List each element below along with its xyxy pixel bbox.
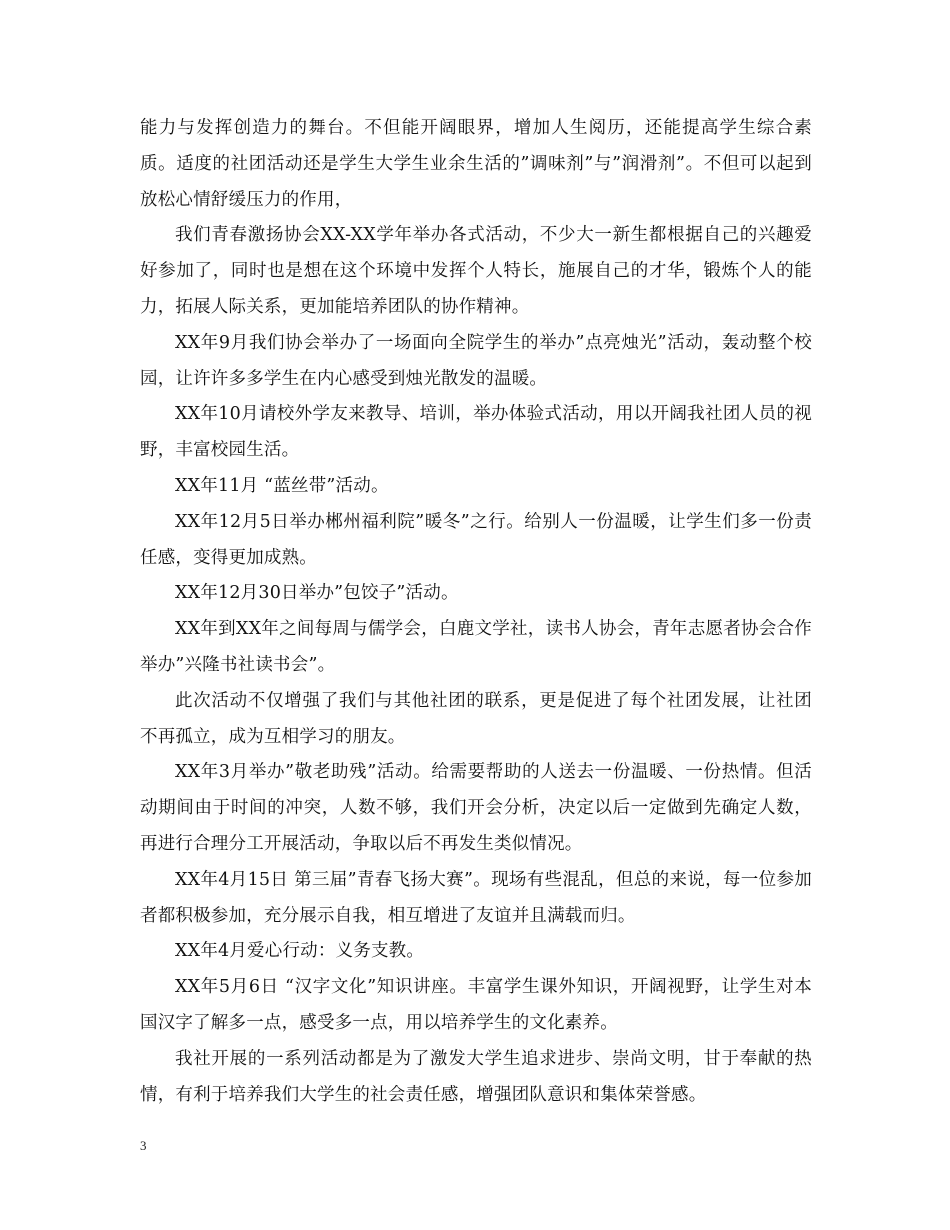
paragraph: XX年到XX年之间每周与儒学会，白鹿文学社，读书人协会，青年志愿者协会合作举办”兴隆书社读书会”。 <box>140 619 812 675</box>
paragraph: XX年5月6日 “汉字文化”知识讲座。丰富学生课外知识，开阔视野，让学生对本国汉字了解多一点，感受多一点，用以培养学生的文化素养。 <box>140 977 812 1033</box>
paragraph: 我们青春激扬协会XX-XX学年举办各式活动，不少大一新生都根据自己的兴趣爱好参加了，同时也是想在这个环境中发挥个人特长，施展自己的才华，锻炼个人的能力，拓展人际关系，更加能培养团队的协作精神。 <box>140 225 812 317</box>
paragraph: 此次活动不仅增强了我们与其他社团的联系，更是促进了每个社团发展，让社团不再孤立，成为互相学习的朋友。 <box>140 690 812 747</box>
paragraph: XX年12月5日举办郴州福利院”暖冬”之行。给别人一份温暖，让学生们多一份责任感，变得更加成熟。 <box>140 511 812 568</box>
document-body <box>140 111 812 1113</box>
page-number: 3 <box>140 1138 147 1153</box>
paragraph: XX年9月我们协会举办了一场面向全院学生的举办”点亮烛光”活动，轰动整个校园，让许许多多学生在内心感受到烛光散发的温暖。 <box>140 332 812 389</box>
paragraph: XX年10月请校外学友来教导、培训，举办体验式活动，用以开阔我社团人员的视野，丰富校园生活。 <box>140 404 812 461</box>
paragraph: 能力与发挥创造力的舞台。不但能开阔眼界，增加人生阅历，还能提高学生综合素质。适度的社团活动还是学生大学生业余生活的”调味剂”与”润滑剂”。不但可以起到放松心情舒缓压力的作用， <box>140 118 812 210</box>
paragraph: XX年11月 “蓝丝带”活动。 <box>175 475 389 496</box>
paragraph: XX年3月举办”敬老助残”活动。给需要帮助的人送去一份温暖、一份热情。但活动期间由于时间的冲突，人数不够，我们开会分析，决定以后一定做到先确定人数，再进行合理分工开展活动，争取以后不再发生类似情况。 <box>140 762 812 854</box>
paragraph: XX年4月15日 第三届”青春飞扬大赛”。现场有些混乱，但总的来说，每一位参加者都积极参加，充分展示自我，相互增进了友谊并且满载而归。 <box>140 869 812 926</box>
paragraph: XX年4月爱心行动：义务支教。 <box>175 941 425 962</box>
paragraph: XX年12月30日举办”包饺子”活动。 <box>175 583 459 604</box>
paragraph: 我社开展的一系列活动都是为了激发大学生追求进步、崇尚文明，甘于奉献的热情，有利于培养我们大学生的社会责任感，增强团队意识和集体荣誉感。 <box>140 1048 812 1105</box>
